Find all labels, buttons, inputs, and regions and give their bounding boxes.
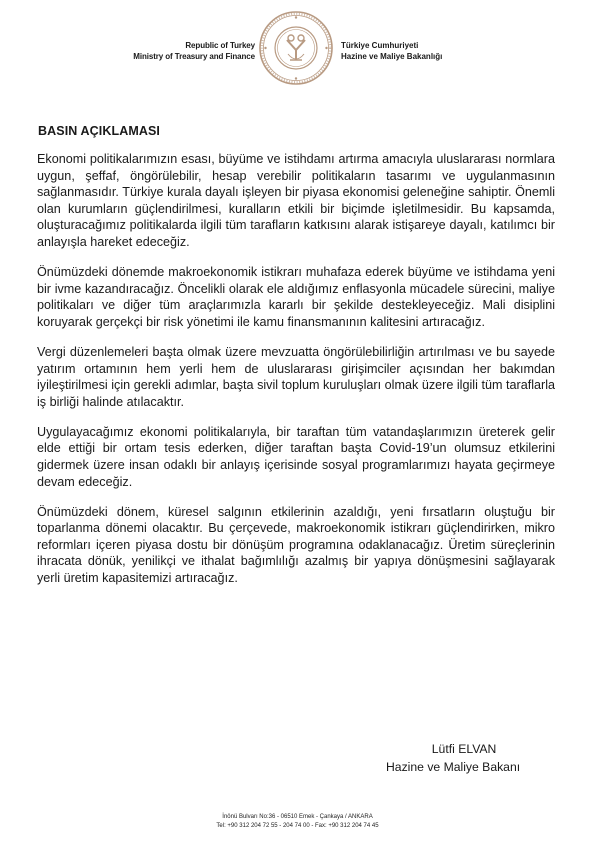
- letterhead-country-tr: Türkiye Cumhuriyeti: [341, 41, 419, 50]
- document-body: [37, 151, 555, 600]
- letterhead-country-en: Republic of Turkey: [185, 41, 255, 50]
- paragraph: Uygulayacağımız ekonomi politikalarıyla, bir taraftan tüm vatandaşlarımızın üreterek gelir elde ettiği bir ortam tesis ederken, diğer taraftan başta Covid-19’un olumsuz etkilerini gidermek üzere insan odaklı bir anlayış içerisinde sosyal programlarımızı hayata geçirmeye devam edeceğiz.: [37, 424, 555, 489]
- paragraph: Vergi düzenlemeleri başta olmak üzere mevzuatta öngörülebilirliğin artırılması ve bu sayede yatırım ortamının hem yerli hem de uluslararası girişimciler açısından her bakımdan iyileştirilmesi için gerekli adımlar, başta sivil toplum kuruluşları olmak üzere ilgili tüm taraflarla iş birliği halinde atılacaktır.: [37, 344, 555, 409]
- footer: [0, 813, 595, 831]
- document-title: BASIN AÇIKLAMASI: [38, 124, 160, 138]
- signatory-role: Hazine ve Maliye Bakanı: [386, 760, 521, 774]
- letterhead-turkish: [341, 40, 442, 62]
- letterhead-ministry-tr: Hazine ve Maliye Bakanlığı: [341, 52, 443, 61]
- paragraph: Ekonomi politikalarımızın esası, büyüme ve istihdamı artırma amacıyla uluslararası normlara uygun, şeffaf, öngörülebilir, hesap verebilir politikaların tasarımı ve uygulanmasının sağlanmasıdır. Türkiye kurala dayalı işleyen bir piyasa ekonomisi geleneğine sahiptir. Önemli olan kurumların güçlendirilmesi, kuralların etkili bir biçimde işletilmesidir. Bu kapsamda, oluşturacağımız politikalarda ilgili tüm tarafların katkısını alarak istişareye dayalı, katılımcı bir anlayışla hareket edeceğiz.: [37, 152, 555, 249]
- footer-contact: Tel: +90 312 204 72 55 - 204 74 00 - Fax: +90 312 204 74 45: [216, 823, 379, 829]
- footer-address: İnönü Bulvarı No:36 - 06510 Emek - Çankaya / ANKARA: [222, 814, 373, 820]
- letterhead-english: [133, 40, 255, 62]
- paragraph: Önümüzdeki dönemde makroekonomik istikrarı muhafaza ederek büyüme ve istihdama yeni bir ivme kazandıracağız. Öncelikli olarak ele aldığımız enflasyonla mücadele sürecini, maliye politikaları ve diğer tüm araçlarımızla kararlı bir şekilde destekleyeceğiz. Mali disiplini koruyarak gerçekçi bir risk yönetimi ile kamu finansmanının kalitesini artıracağız.: [37, 265, 555, 329]
- ministry-seal-icon: [258, 10, 334, 86]
- letterhead-ministry-en: Ministry of Treasury and Finance: [133, 52, 255, 61]
- signature-block: [386, 740, 520, 776]
- letterhead: [0, 0, 595, 110]
- paragraph: Önümüzdeki dönem, küresel salgının etkilerinin azaldığı, yeni fırsatların oluştuğu bir toparlanma dönemi olacaktır. Bu çerçevede, makroekonomik istikrarı güçlendirirken, mikro reformları içeren piyasa dostu bir dönüşüm programına odaklanacağız. Üretim süreçlerinin ihracata dönük, yenilikçi ve ithalat bağımlılığı azalmış bir yapıya dönüşmesini sağlayarak yerli üretim kapasitemizi artıracağız.: [37, 504, 555, 586]
- signatory-name: Lütfi ELVAN: [431, 742, 497, 756]
